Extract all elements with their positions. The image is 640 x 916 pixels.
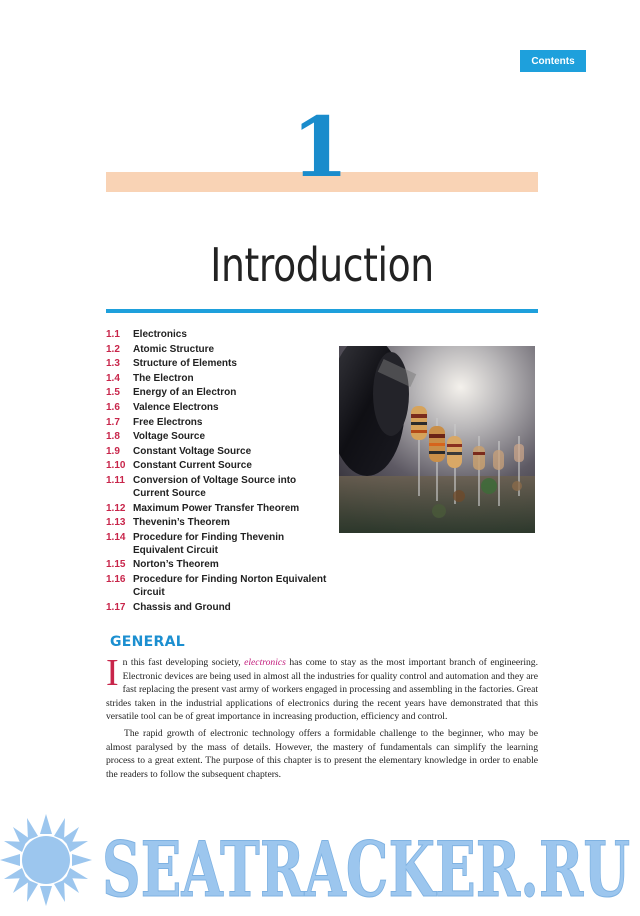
- toc-item-number: 1.12: [106, 502, 126, 514]
- toc-item: [106, 328, 336, 341]
- toc-item-title: Valence Electrons: [133, 401, 219, 413]
- toc-item-number: 1.9: [106, 445, 120, 457]
- toc-item: [106, 343, 336, 356]
- toc-item-number: 1.14: [106, 531, 126, 543]
- toc-item: [106, 516, 336, 529]
- toc-item-title: Constant Voltage Source: [133, 445, 252, 457]
- toc-item: [106, 573, 336, 599]
- sun-logo-icon: [0, 814, 92, 906]
- watermark-text: SEATRACKER.RU: [102, 825, 630, 911]
- toc-item-title: Norton’s Theorem: [133, 559, 219, 571]
- paragraph-1-rest: has come to stay as the most important branch of engineering. Electronic devices are being used in almost all the industries for quality control and automation and they are fast replacing the present vast army of workers engaged in processing and assembling in the factories. Great strides taken in the industrial applications of electronics during the recent years have demonstrated that this versatile tool can be of great importance in increasing production, efficiency and control.: [106, 657, 538, 723]
- toc-item-number: 1.8: [106, 431, 120, 443]
- body-text: [106, 652, 538, 781]
- toc-item-title: Structure of Elements: [133, 358, 237, 370]
- toc-item-number: 1.5: [106, 387, 120, 399]
- toc-item-title: Maximum Power Transfer Theorem: [133, 502, 300, 514]
- drop-cap: I: [106, 652, 119, 694]
- toc-item-title: Free Electrons: [133, 416, 203, 428]
- toc-item-number: 1.13: [106, 517, 126, 529]
- toc-item-title: Chassis and Ground: [133, 601, 231, 613]
- toc-item: [106, 357, 336, 370]
- toc-item: [106, 459, 336, 472]
- toc-item: [106, 445, 336, 458]
- electronics-components-photo: [339, 346, 535, 533]
- toc-item: [106, 416, 336, 429]
- toc-item-number: 1.7: [106, 416, 120, 428]
- toc-item-title: Electronics: [133, 329, 187, 340]
- toc-item: [106, 372, 336, 385]
- toc-item-title: Constant Current Source: [133, 460, 252, 472]
- chapter-number: 1: [291, 100, 349, 196]
- toc-item-number: 1.4: [106, 372, 120, 384]
- toc-item: [106, 502, 336, 515]
- toc-item: [106, 558, 336, 571]
- title-rule: [106, 309, 538, 313]
- chapter-toc: [106, 328, 336, 615]
- toc-item: [106, 601, 336, 614]
- keyword-electronics: electronics: [244, 657, 286, 668]
- toc-item-number: 1.2: [106, 343, 120, 355]
- paragraph-1: [106, 652, 538, 724]
- toc-item-title: Atomic Structure: [133, 343, 215, 355]
- toc-item-number: 1.11: [106, 474, 125, 486]
- toc-item-title: Conversion of Voltage Source into Current Source: [133, 474, 297, 499]
- toc-item-title: Voltage Source: [133, 431, 206, 443]
- toc-item-number: 1.16: [106, 573, 126, 585]
- toc-item-title: Procedure for Finding Thevenin Equivalent Circuit: [133, 531, 285, 556]
- toc-item-number: 1.15: [106, 559, 126, 571]
- paragraph-2: The rapid growth of electronic technology offers a formidable challenge to the beginner, who may be almost paralysed by the mass of details. However, the mastery of fundamentals can simplify the learning process to a great extent. The purpose of this chapter is to present the elementary knowledge in order to enable the readers to follow the subsequent chapters.: [106, 727, 538, 780]
- toc-item: [106, 430, 336, 443]
- toc-item-title: Thevenin’s Theorem: [133, 517, 230, 529]
- toc-item-title: Procedure for Finding Norton Equivalent Circuit: [133, 573, 327, 598]
- toc-item-number: 1.6: [106, 401, 120, 413]
- contents-button[interactable]: Contents: [520, 50, 586, 72]
- toc-item-title: The Electron: [133, 372, 194, 384]
- paragraph-1-start: n this fast developing society,: [122, 657, 245, 668]
- toc-item: [106, 401, 336, 414]
- toc-item: [106, 474, 336, 500]
- toc-item-number: 1.17: [106, 601, 126, 613]
- toc-item: [106, 531, 336, 557]
- toc-item-number: 1.10: [106, 460, 126, 472]
- toc-item-title: Energy of an Electron: [133, 387, 237, 399]
- toc-item-number: 1.3: [106, 358, 120, 370]
- toc-item: [106, 386, 336, 399]
- chapter-title: Introduction: [210, 238, 434, 292]
- toc-item-number: 1.1: [106, 329, 120, 340]
- section-heading: GENERAL: [110, 634, 185, 650]
- watermark: [0, 808, 640, 911]
